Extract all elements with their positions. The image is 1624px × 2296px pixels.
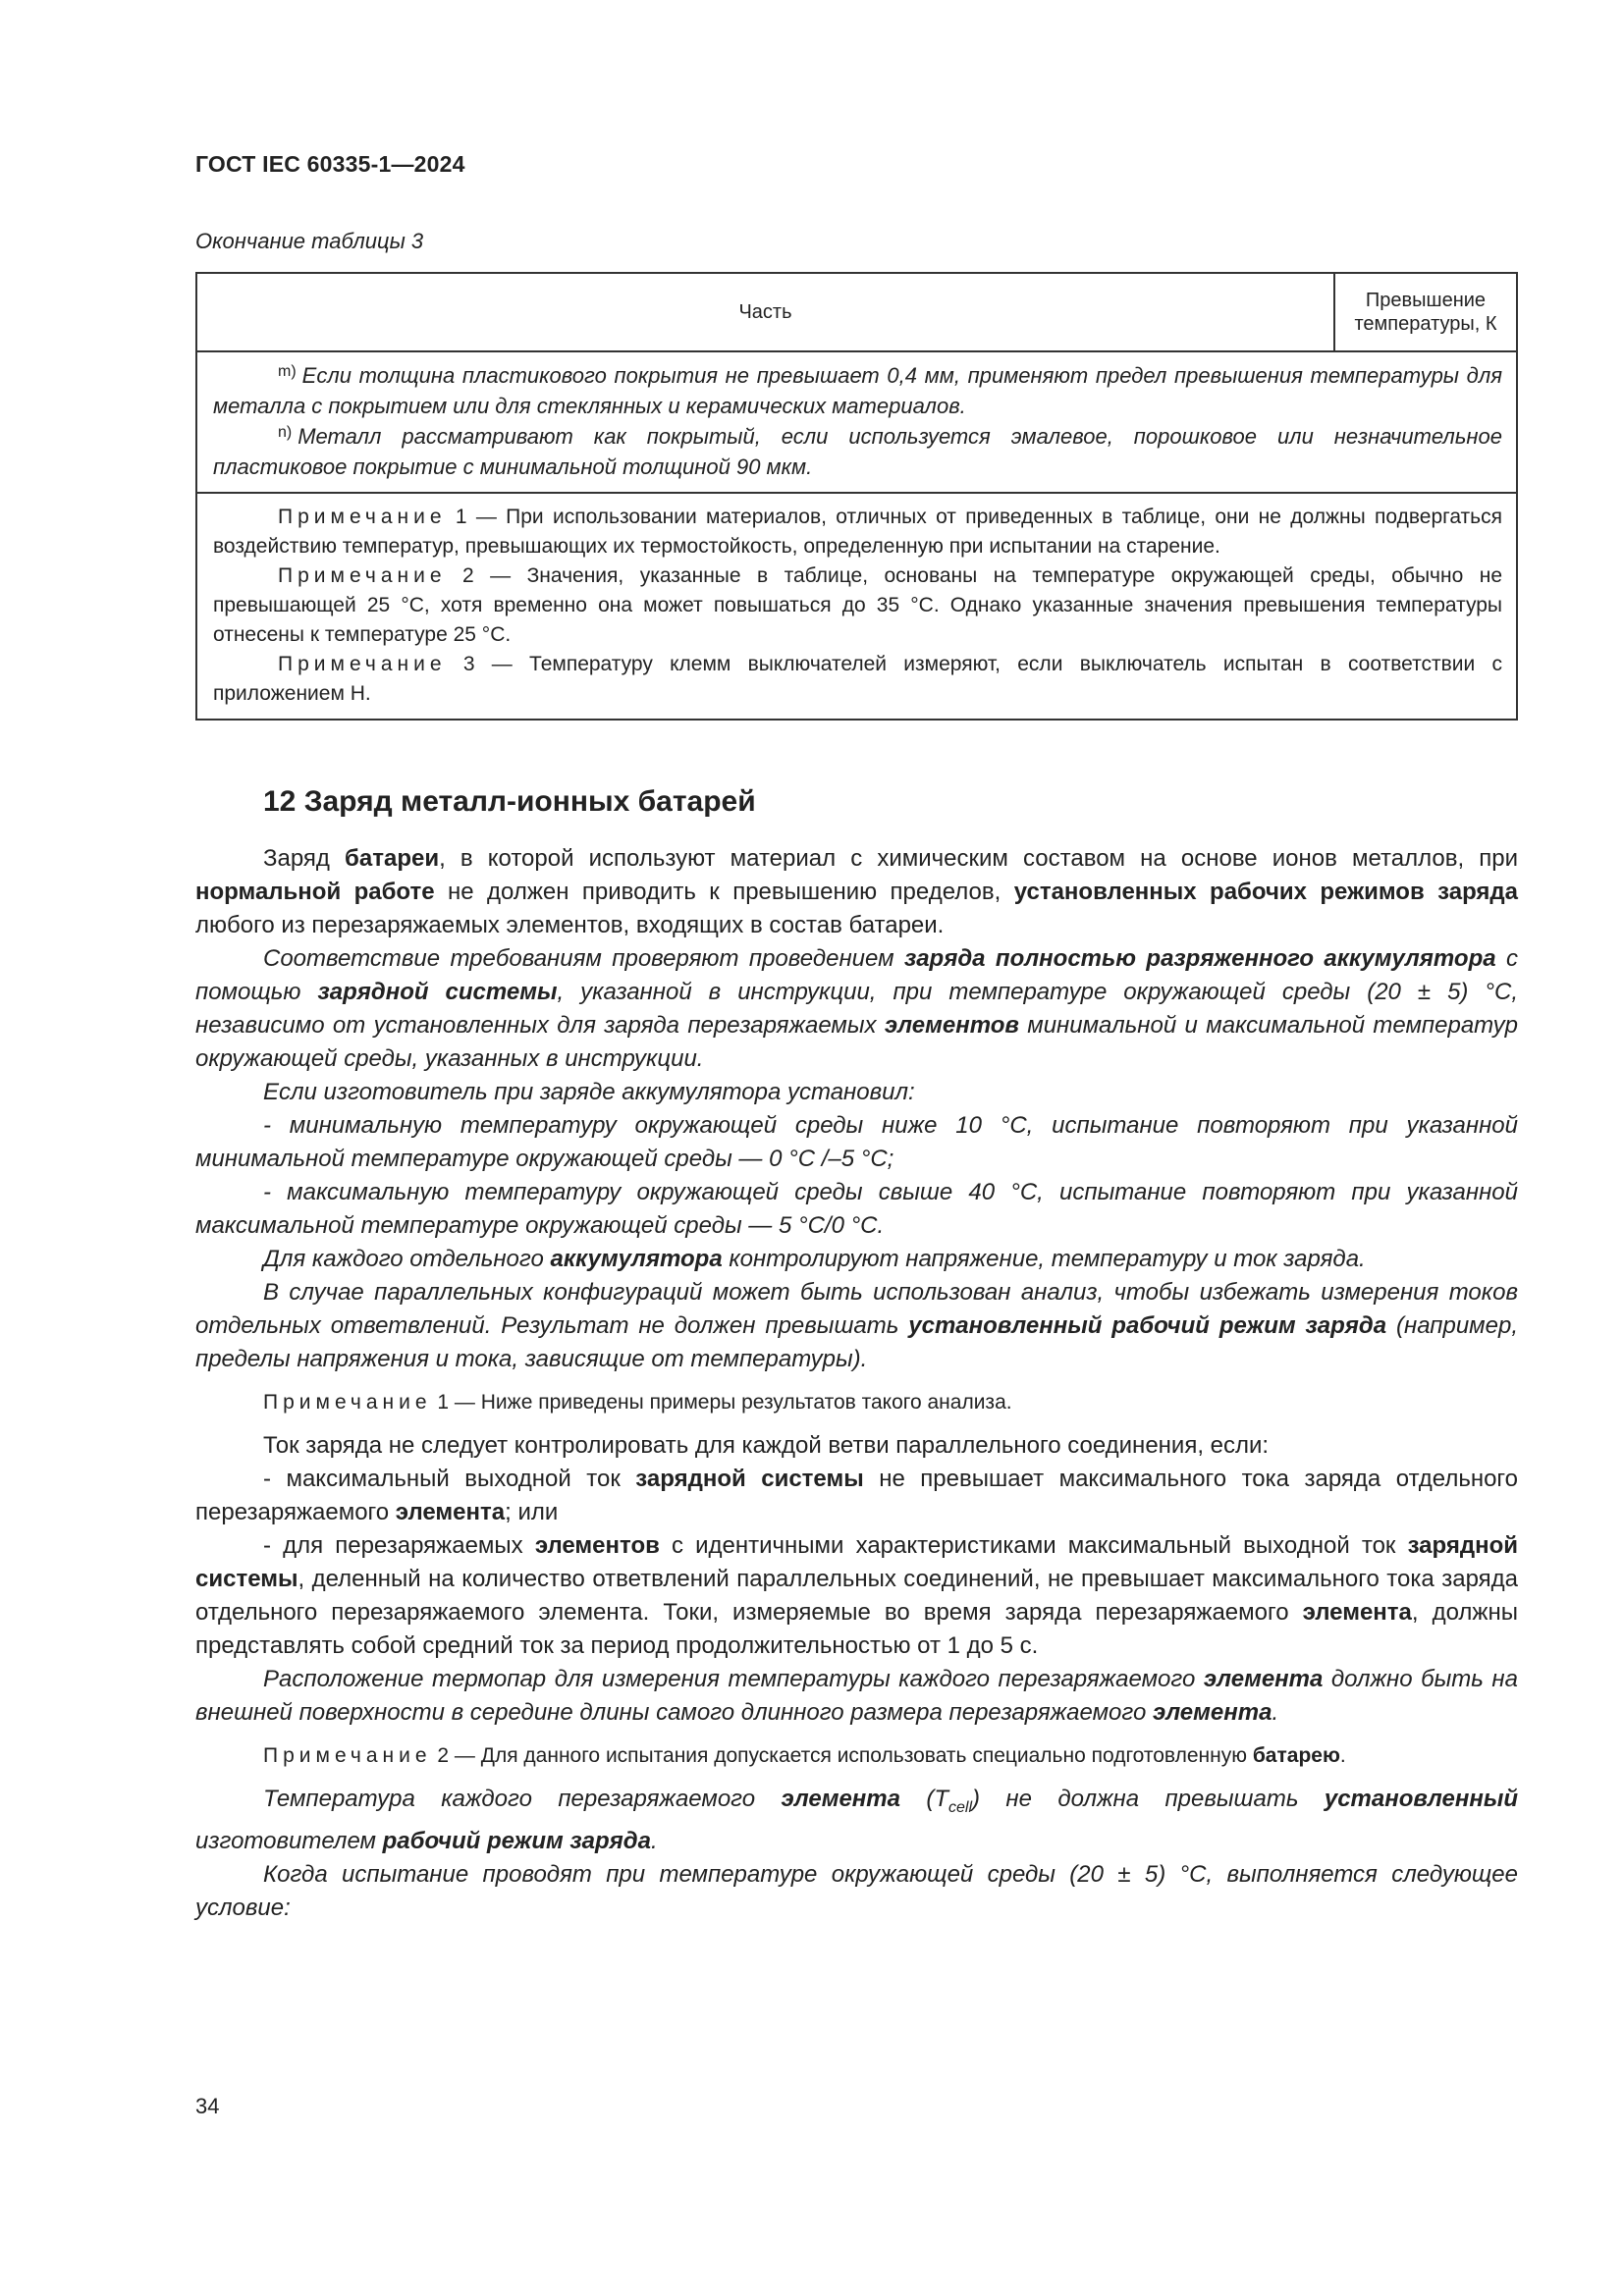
note-label: Примечание	[263, 1744, 432, 1767]
note-text: 1 — При использовании материалов, отличных от приведенных в таблице, они не должны подвергаться воздействию температур, превышающих их термостойкость, определенную при испытании на старение.	[213, 506, 1502, 558]
paragraph: Температура каждого перезаряжаемого элемента $(T_{cell})$ не должна превышать установленный изготовителем рабочий режим заряда.	[195, 1786, 1518, 1854]
note-text: 2 — Значения, указанные в таблице, основаны на температуре окружающей среды, обычно не превышающей 25 °С, хотя временно она может повышаться до 35 °С. Однако указанные значения превышения температуры отнесены к температуре 25 °С.	[213, 564, 1502, 646]
footnote-m-mark: m)	[278, 363, 297, 380]
paragraph: Когда испытание проводят при температуре окружающей среды (20 ± 5) °С, выполняется следующее условие:	[195, 1860, 1518, 1921]
footnote-m-text: Если толщина пластикового покрытия не превышает 0,4 мм, применяют предел превышения температуры для металла с покрытием или для стеклянных и керамических материалов.	[213, 363, 1502, 418]
column-header-part: Часть	[197, 274, 1335, 350]
column-header-rise-line2: температуры, К	[1354, 313, 1497, 335]
section-title: 12 Заряд металл-ионных батарей	[263, 785, 756, 818]
column-header-temperature-rise	[1335, 274, 1516, 350]
paragraph: Ток заряда не следует контролировать для каждой ветви параллельного соединения, если:	[263, 1432, 1270, 1459]
table-note-1	[213, 503, 1502, 561]
list-item: - максимальный выходной ток зарядной системы не превышает максимального тока заряда отдельного перезаряжаемого элемента; или	[195, 1466, 1519, 1525]
paragraph: Соответствие требованиям проверяют проведением заряда полностью разряженного аккумулятора с помощью зарядной системы, указанной в инструкции, при температуре окружающей среды (20 ± 5) °С, независимо от установленных для заряда перезаряжаемых элементов минимальной и максимальной температур окружающей среды, указанных в инструкции.	[195, 945, 1519, 1072]
paragraph: Для каждого отдельного аккумулятора контролируют напряжение, температуру и ток заряда.	[263, 1246, 1366, 1272]
paragraph: Расположение термопар для измерения температуры каждого перезаряжаемого элемента должно быть на внешней поверхности в середине длины самого длинного размера перезаряжаемого элемента.	[195, 1666, 1518, 1726]
table-3-end	[195, 272, 1518, 721]
note-2: Примечание 2 — Для данного испытания допускается использовать специально подготовленную батарею.	[263, 1744, 1346, 1767]
footnote-n-text: Металл рассматривают как покрытый, если используется эмалевое, порошковое или незначительное пластиковое покрытие с минимальной толщиной 90 мкм.	[213, 424, 1502, 479]
footnote-n-mark: n)	[278, 424, 293, 441]
note-label: Примечание	[278, 506, 447, 528]
footnote-m	[213, 360, 1502, 421]
paragraph: В случае параллельных конфигураций может быть использован анализ, чтобы избежать измерения токов отдельных ответвлений. Результат не должен превышать установленный рабочий режим заряда (например, пределы напряжения и тока, зависящие от температуры).	[195, 1279, 1518, 1372]
table-note-3	[213, 650, 1502, 709]
section-body	[195, 842, 1518, 1925]
note-1	[195, 1388, 1518, 1417]
paragraph: Заряд батареи, в которой используют материал с химическим составом на основе ионов металлов, при нормальной работе не должен приводить к превышению пределов, установленных рабочих режимов заряда любого из перезаряжаемых элементов, входящих в состав батареи.	[195, 845, 1519, 938]
note-text: 1 — Ниже приведены примеры результатов такого анализа.	[431, 1391, 1012, 1414]
table-notes	[197, 494, 1516, 719]
list-item: - максимальную температуру окружающей среды свыше 40 °С, испытание повторяют при указанной максимальной температуре окружающей среды — 5 °С/0 °С.	[195, 1179, 1518, 1239]
table-note-2	[213, 561, 1502, 650]
note-label: Примечание	[278, 653, 447, 675]
page-number: 34	[195, 2094, 220, 2118]
note-label: Примечание	[278, 564, 447, 587]
note-label: Примечание	[263, 1391, 432, 1414]
note-text: 2 — Для данного испытания допускается использовать специально подготовленную	[431, 1744, 1253, 1767]
table-header-row	[197, 274, 1516, 352]
paragraph: Если изготовитель при заряде аккумулятора установил:	[263, 1079, 915, 1105]
list-item: - для перезаряжаемых элементов с идентичными характеристиками максимальный выходной ток зарядной системы, деленный на количество ответвлений параллельных соединений, не превышает максимального тока заряда отдельного перезаряжаемого элемента. Токи, измеряемые во время заряда перезаряжаемого элемента, должны представлять собой средний ток за период продолжительностью от 1 до 5 с.	[195, 1532, 1519, 1659]
table-caption: Окончание таблицы 3	[195, 229, 424, 253]
footnote-n	[213, 421, 1502, 482]
column-header-rise-line1: Превышение	[1365, 290, 1487, 311]
document-header: ГОСТ IEC 60335-1—2024	[195, 151, 465, 177]
table-footnotes	[197, 352, 1516, 494]
list-item: - минимальную температуру окружающей среды ниже 10 °С, испытание повторяют при указанной минимальной температуре окружающей среды — 0 °С /–5 °С;	[195, 1112, 1518, 1172]
note-text: 3 — Температуру клемм выключателей измеряют, если выключатель испытан в соответствии с приложением Н.	[213, 653, 1502, 705]
